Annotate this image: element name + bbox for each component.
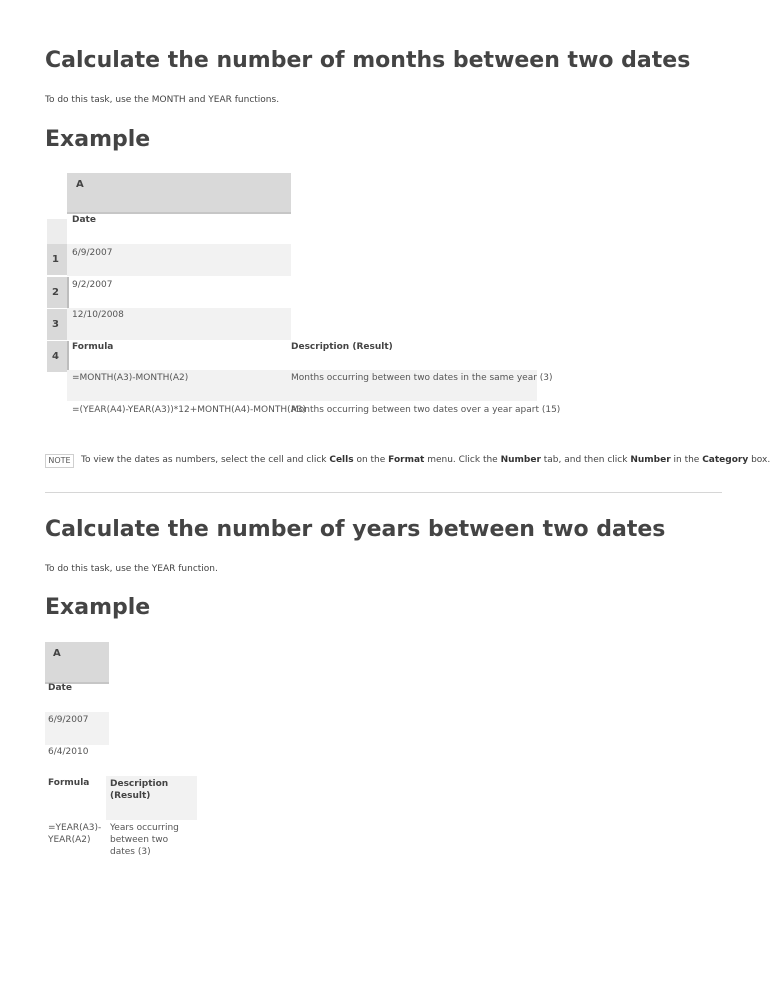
- column-header-label-2: A: [53, 648, 61, 659]
- cell2-a3[interactable]: 6/4/2010: [48, 747, 89, 757]
- note-number: Number: [630, 455, 671, 465]
- section2-title: Calculate the number of years between two dates: [45, 517, 666, 542]
- section1-example-heading: Example: [45, 127, 151, 152]
- section2-example-heading: Example: [45, 595, 151, 620]
- cell-a3[interactable]: 9/2/2007: [72, 280, 113, 290]
- formula-row-1-formula: =MONTH(A3)-MONTH(A2): [72, 373, 189, 383]
- section2-intro: To do this task, use the YEAR function.: [45, 564, 218, 574]
- note-format: Format: [388, 455, 425, 465]
- row-number-2[interactable]: 2: [47, 277, 69, 308]
- cell-a1[interactable]: Date: [72, 215, 96, 225]
- row-number-4[interactable]: 4: [47, 341, 69, 372]
- note-cells: Cells: [329, 455, 354, 465]
- column-header-label: A: [76, 179, 84, 190]
- cell2-a1[interactable]: Date: [48, 683, 72, 693]
- formula-header: Formula: [72, 342, 114, 352]
- description-header-2: Description (Result): [110, 779, 169, 801]
- formula2-row-1-description: Years occurring between two dates (3): [110, 823, 179, 857]
- cell2-a2[interactable]: 6/9/2007: [48, 715, 89, 725]
- section-divider: [45, 492, 722, 493]
- note-number-tab: Number: [500, 455, 541, 465]
- formula-row-2-formula: =(YEAR(A4)-YEAR(A3))*12+MONTH(A4)-MONTH(A3): [72, 405, 306, 415]
- formula-row-1-description: Months occurring between two dates in the same year (3): [291, 373, 553, 383]
- section1-title: Calculate the number of months between two dates: [45, 48, 691, 73]
- row-number-1[interactable]: 1: [47, 244, 69, 275]
- description-header: Description (Result): [291, 342, 393, 352]
- formula-row-2-description: Months occurring between two dates over a year apart (15): [291, 405, 561, 415]
- note-category: Category: [702, 455, 749, 465]
- section1-intro: To do this task, use the MONTH and YEAR functions.: [45, 95, 280, 105]
- formula2-row-1-formula: =YEAR(A3)-YEAR(A2): [48, 823, 102, 845]
- note-text: To view the dates as numbers, select the cell and click Cells on the Format menu. Click the Number tab, and then click Number in the Category box.: [81, 455, 770, 465]
- column-header-a-2[interactable]: [45, 642, 109, 684]
- cell-a4[interactable]: 12/10/2008: [72, 310, 124, 320]
- formula-header-2: Formula: [48, 778, 90, 788]
- column-header-a[interactable]: [67, 173, 291, 214]
- cell-a2[interactable]: 6/9/2007: [72, 248, 113, 258]
- row-number-3[interactable]: 3: [47, 309, 69, 340]
- note-badge: NOTE: [45, 454, 74, 468]
